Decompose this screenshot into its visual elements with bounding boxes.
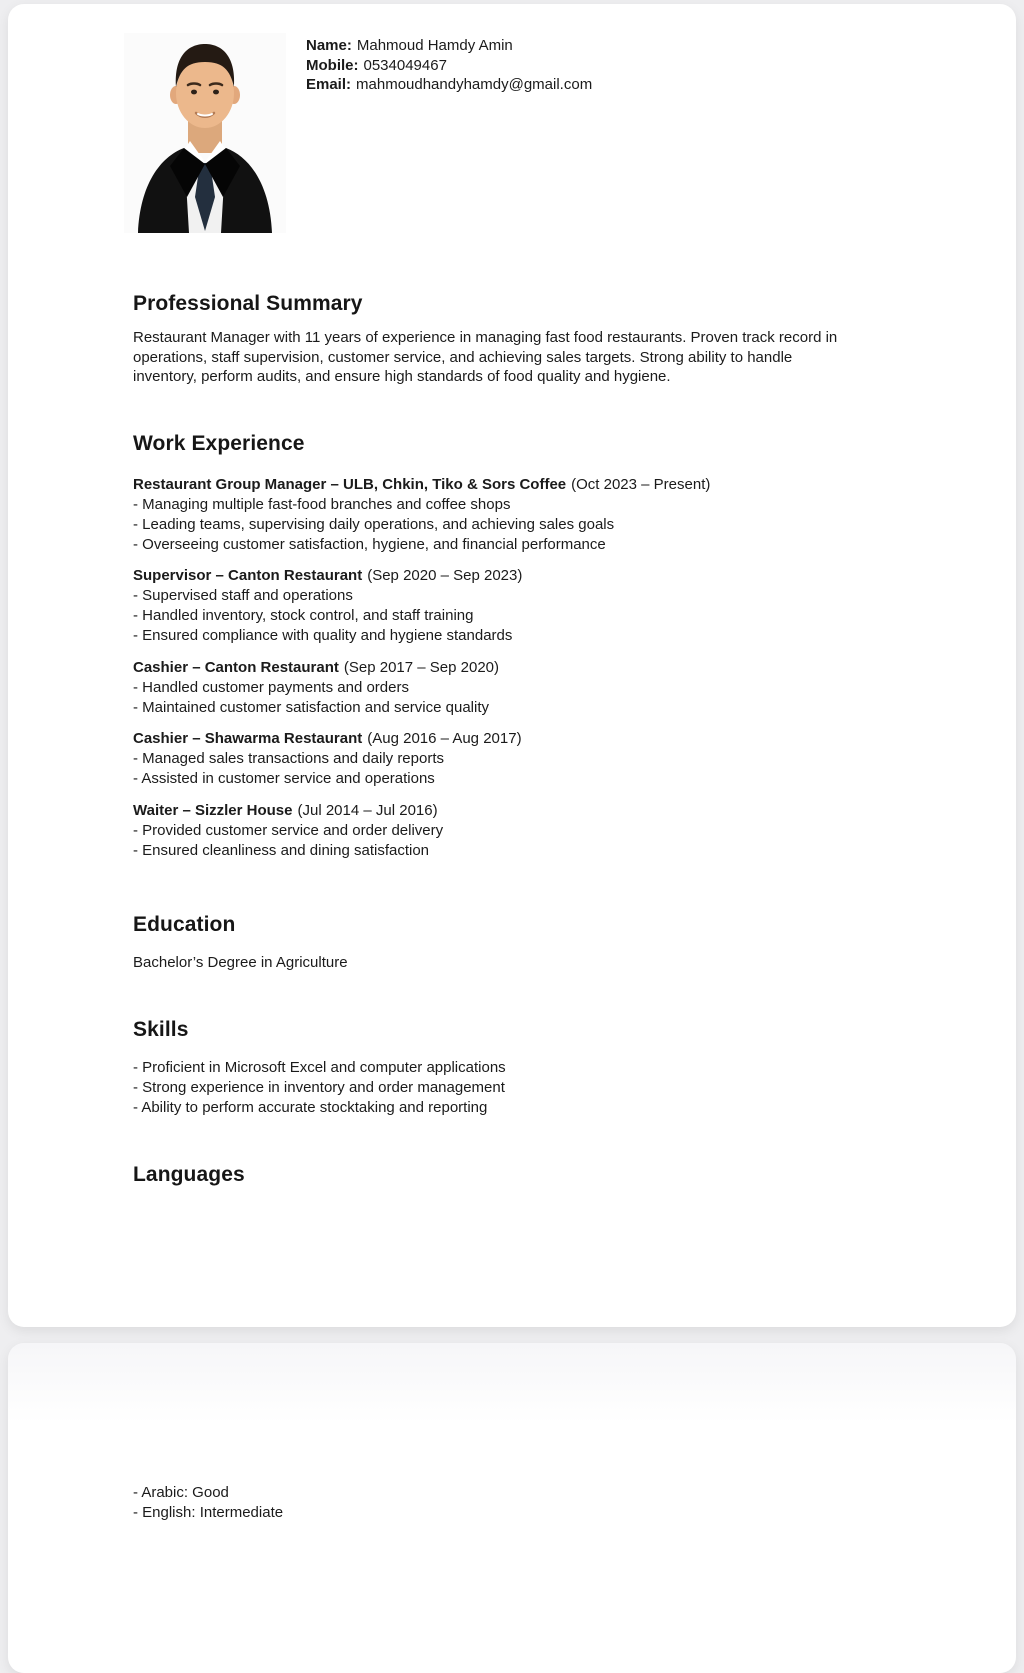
job-bullet: - Leading teams, supervising daily operations, and achieving sales goals bbox=[133, 515, 615, 533]
email-value: mahmoudhandyhamdy@gmail.com bbox=[356, 76, 593, 93]
job-bullet: - Managing multiple fast-food branches and coffee shops bbox=[133, 495, 511, 513]
mobile-label: Mobile: bbox=[306, 56, 359, 74]
name-value: Mahmoud Hamdy Amin bbox=[356, 37, 513, 54]
resume-header bbox=[133, 33, 856, 233]
job-title: Waiter – Sizzler House bbox=[133, 801, 293, 819]
skill-item: - Ability to perform accurate stocktaking and reporting bbox=[133, 1098, 488, 1116]
job-title-line bbox=[133, 566, 856, 586]
job-bullet: - Supervised staff and operations bbox=[133, 586, 353, 604]
profile-photo bbox=[124, 33, 286, 233]
job-dates: (Jul 2014 – Jul 2016) bbox=[297, 801, 438, 819]
job-title-line bbox=[133, 475, 856, 495]
document-page-1 bbox=[8, 4, 1016, 1327]
job-bullet: - Managed sales transactions and daily reports bbox=[133, 749, 445, 767]
contact-email-line bbox=[306, 75, 592, 95]
email-label: Email: bbox=[306, 76, 352, 93]
language-item: - English: Intermediate bbox=[133, 1504, 284, 1521]
job-dates: (Oct 2023 – Present) bbox=[571, 475, 711, 493]
job-dates: (Sep 2017 – Sep 2020) bbox=[343, 658, 500, 676]
job-title: Cashier – Canton Restaurant bbox=[133, 658, 339, 676]
job-entry bbox=[133, 729, 856, 789]
job-bullet: - Ensured compliance with quality and hygiene standards bbox=[133, 626, 513, 644]
job-title: Supervisor – Canton Restaurant bbox=[133, 566, 363, 584]
job-bullet: - Ensured cleanliness and dining satisfaction bbox=[133, 841, 430, 859]
job-title-line bbox=[133, 801, 856, 821]
job-bullet: - Handled customer payments and orders bbox=[133, 678, 409, 696]
job-dates: (Aug 2016 – Aug 2017) bbox=[367, 729, 522, 747]
contact-mobile-line bbox=[306, 56, 592, 76]
job-title-line bbox=[133, 658, 856, 678]
section-heading-skills: Skills bbox=[133, 1017, 189, 1041]
job-dates: (Sep 2020 – Sep 2023) bbox=[367, 566, 523, 584]
name-label: Name: bbox=[306, 37, 352, 54]
job-entry bbox=[133, 566, 856, 646]
document-page-2 bbox=[8, 1343, 1016, 1673]
page-1-content bbox=[8, 4, 1016, 1187]
mobile-value: 0534049467 bbox=[363, 56, 447, 74]
job-bullet: - Assisted in customer service and operations bbox=[133, 769, 435, 787]
page-2-content bbox=[8, 1343, 1016, 1523]
skills-list bbox=[133, 1058, 856, 1118]
contact-name-line bbox=[306, 36, 592, 56]
job-entry bbox=[133, 475, 856, 555]
job-title: Cashier – Shawarma Restaurant bbox=[133, 729, 363, 747]
job-bullet: - Handled inventory, stock control, and staff training bbox=[133, 606, 474, 624]
language-item: - Arabic: Good bbox=[133, 1484, 229, 1501]
section-heading-education: Education bbox=[133, 912, 236, 936]
section-heading-languages: Languages bbox=[133, 1162, 245, 1186]
job-title-line bbox=[133, 729, 856, 749]
profile-photo-image bbox=[124, 33, 286, 233]
professional-summary-text: Restaurant Manager with 11 years of experience in managing fast food restaurants. Proven track record in operations, staff supervision, customer service, and achieving sales targets. Strong ability to handle inventory, perform audits, and ensure high standards of food quality and hygiene. bbox=[133, 329, 838, 385]
education-text: Bachelor’s Degree in Agriculture bbox=[133, 953, 348, 971]
skill-item: - Proficient in Microsoft Excel and computer applications bbox=[133, 1058, 506, 1076]
contact-info bbox=[306, 33, 592, 95]
job-title: Restaurant Group Manager – ULB, Chkin, Tiko & Sors Coffee bbox=[133, 475, 567, 493]
job-bullet: - Maintained customer satisfaction and service quality bbox=[133, 698, 490, 716]
job-entry bbox=[133, 801, 856, 861]
job-bullet: - Overseeing customer satisfaction, hygiene, and financial performance bbox=[133, 535, 606, 553]
job-bullet: - Provided customer service and order delivery bbox=[133, 821, 444, 839]
section-heading-work-experience: Work Experience bbox=[133, 431, 305, 455]
job-entry bbox=[133, 658, 856, 718]
skill-item: - Strong experience in inventory and order management bbox=[133, 1078, 505, 1096]
section-heading-professional-summary: Professional Summary bbox=[133, 292, 363, 315]
